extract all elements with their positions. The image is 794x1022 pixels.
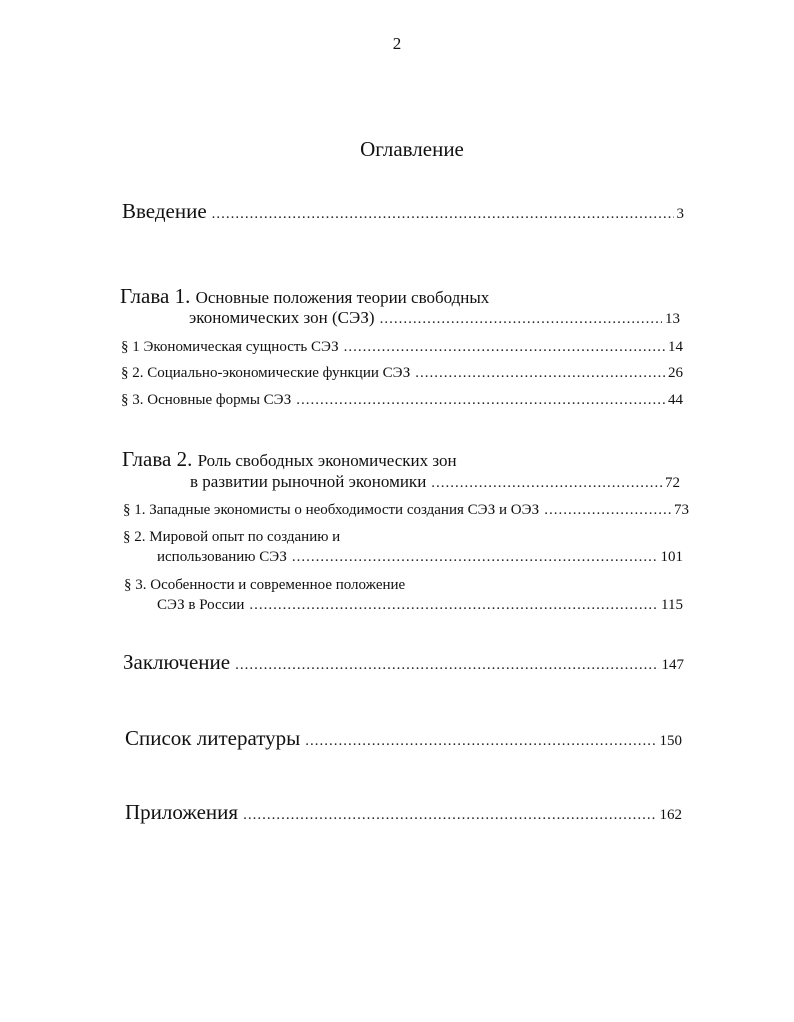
toc-entry-label: Приложения [125,800,239,824]
page-number: 2 [392,34,402,53]
dot-leader [212,206,674,223]
toc-entry-page: 14 [668,339,683,355]
chapter2-title-line1: Роль свободных экономических зон [197,451,457,470]
chapter2-title-line2: в развитии рыночной экономики [190,472,427,491]
toc-section-label: СЭЗ в России [157,597,245,613]
toc-entry-page: 26 [668,365,683,381]
toc-section-1-2[interactable] [121,365,683,382]
toc-entry-bibliography[interactable] [125,726,682,751]
dot-leader [296,392,665,409]
toc-section-2-3-line1[interactable]: § 3. Особенности и современное положение [124,577,406,593]
toc-section-2-3[interactable] [157,597,683,614]
toc-entry-appendices[interactable] [125,800,682,825]
toc-entry-page: 115 [661,597,683,613]
chapter2-prefix: Глава 2. [122,447,193,471]
toc-section-label: § 1 Экономическая сущность СЭЗ [121,339,339,355]
dot-leader [249,597,658,614]
toc-section-label: § 2. Социально-экономические функции СЭЗ [121,365,411,381]
toc-entry-label: Введение [122,199,207,223]
dot-leader [380,311,662,328]
toc-section-2-1[interactable] [123,502,689,519]
toc-entry-page: 73 [674,502,689,518]
dot-leader [292,549,658,566]
chapter2-heading[interactable] [122,447,457,472]
toc-entry-intro[interactable] [122,199,684,224]
toc-entry-label: Список литературы [125,726,301,750]
toc-entry-page: 72 [665,475,680,491]
dot-leader [235,657,658,674]
dot-leader [305,733,656,750]
chapter1-title-line2: экономических зон (СЭЗ) [189,308,375,327]
toc-entry-conclusion[interactable] [123,650,684,675]
toc-section-2-2[interactable] [157,549,683,566]
dot-leader [431,475,662,492]
chapter1-heading[interactable] [120,284,489,309]
toc-entry-page: 150 [659,733,682,749]
toc-section-label: § 3. Основные формы СЭЗ [121,392,292,408]
toc-entry-page: 101 [660,549,683,565]
toc-section-2-2-line1[interactable]: § 2. Мировой опыт по созданию и [123,529,341,545]
toc-entry-page: 13 [665,311,680,327]
dot-leader [415,365,665,382]
toc-section-1-3[interactable] [121,392,683,409]
dot-leader [243,807,656,824]
dot-leader [544,502,671,519]
dot-leader [344,339,665,356]
chapter1-prefix: Глава 1. [120,284,191,308]
toc-section-label: использованию СЭЗ [157,549,287,565]
toc-entry-page: 44 [668,392,683,408]
toc-entry-page: 147 [661,657,684,673]
toc-title: Оглавление [360,137,464,161]
chapter1-title-line1: Основные положения теории свободных [195,288,490,307]
toc-entry-page: 162 [659,807,682,823]
chapter2-title-row[interactable] [190,472,680,492]
chapter1-title-row[interactable] [189,308,680,328]
toc-entry-page: 3 [676,206,684,222]
toc-entry-label: Заключение [123,650,231,674]
toc-section-label: § 1. Западные экономисты о необходимости создания СЭЗ и ОЭЗ [123,502,540,518]
toc-section-1-1[interactable] [121,339,683,356]
